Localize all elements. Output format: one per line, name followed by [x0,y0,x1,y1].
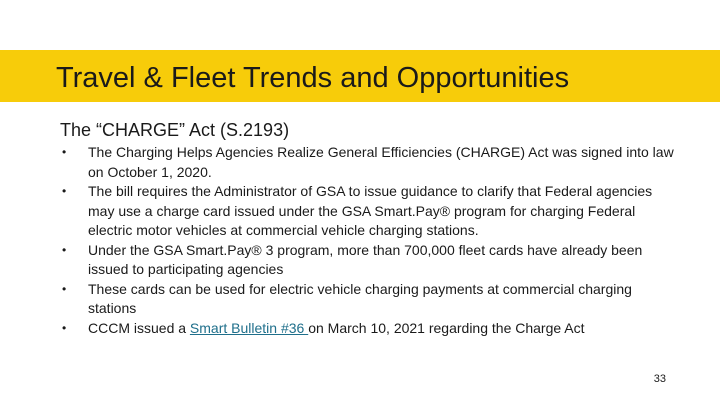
bullet-text: The bill requires the Administrator of GSA to issue guidance to clarify that Federal agencies may use a charge card issued under the GSA Smart.Pay® program for charging Federal electric motor vehicles at commercial vehicle charging stations. [88,183,653,238]
bullet-item [60,143,680,182]
smart-bulletin-36-link[interactable]: Smart Bulletin #36 [189,319,309,336]
bullet-marker: • [62,281,67,296]
title-band [0,50,720,102]
bullet-text: Under the GSA Smart.Pay® 3 program, more than 700,000 fleet cards have already been issued to participating agencies [88,241,643,277]
bullet-text-suffix: on March 10, 2021 regarding the Charge Act [308,319,585,336]
bullet-marker: • [62,320,67,335]
slide-subtitle: The “CHARGE” Act (S.2193) [60,120,290,140]
bullet-item [60,182,680,241]
bullet-item [60,241,680,280]
bullet-marker: • [62,242,67,257]
bullet-text-prefix: CCCM issued a [88,319,190,336]
bullet-marker: • [62,145,67,159]
bullet-marker: • [62,184,67,198]
slide-title: Travel & Fleet Trends and Opportunities [56,62,570,94]
bullet-item [60,280,680,319]
page-number: 33 [653,373,666,385]
bullet-item [60,319,680,339]
bullet-list [60,143,680,338]
bullet-text: The Charging Helps Agencies Realize General Efficiencies (CHARGE) Act was signed into law on October 1, 2020. [88,144,674,180]
bullet-text: These cards can be used for electric vehicle charging payments at commercial charging stations [88,280,632,316]
